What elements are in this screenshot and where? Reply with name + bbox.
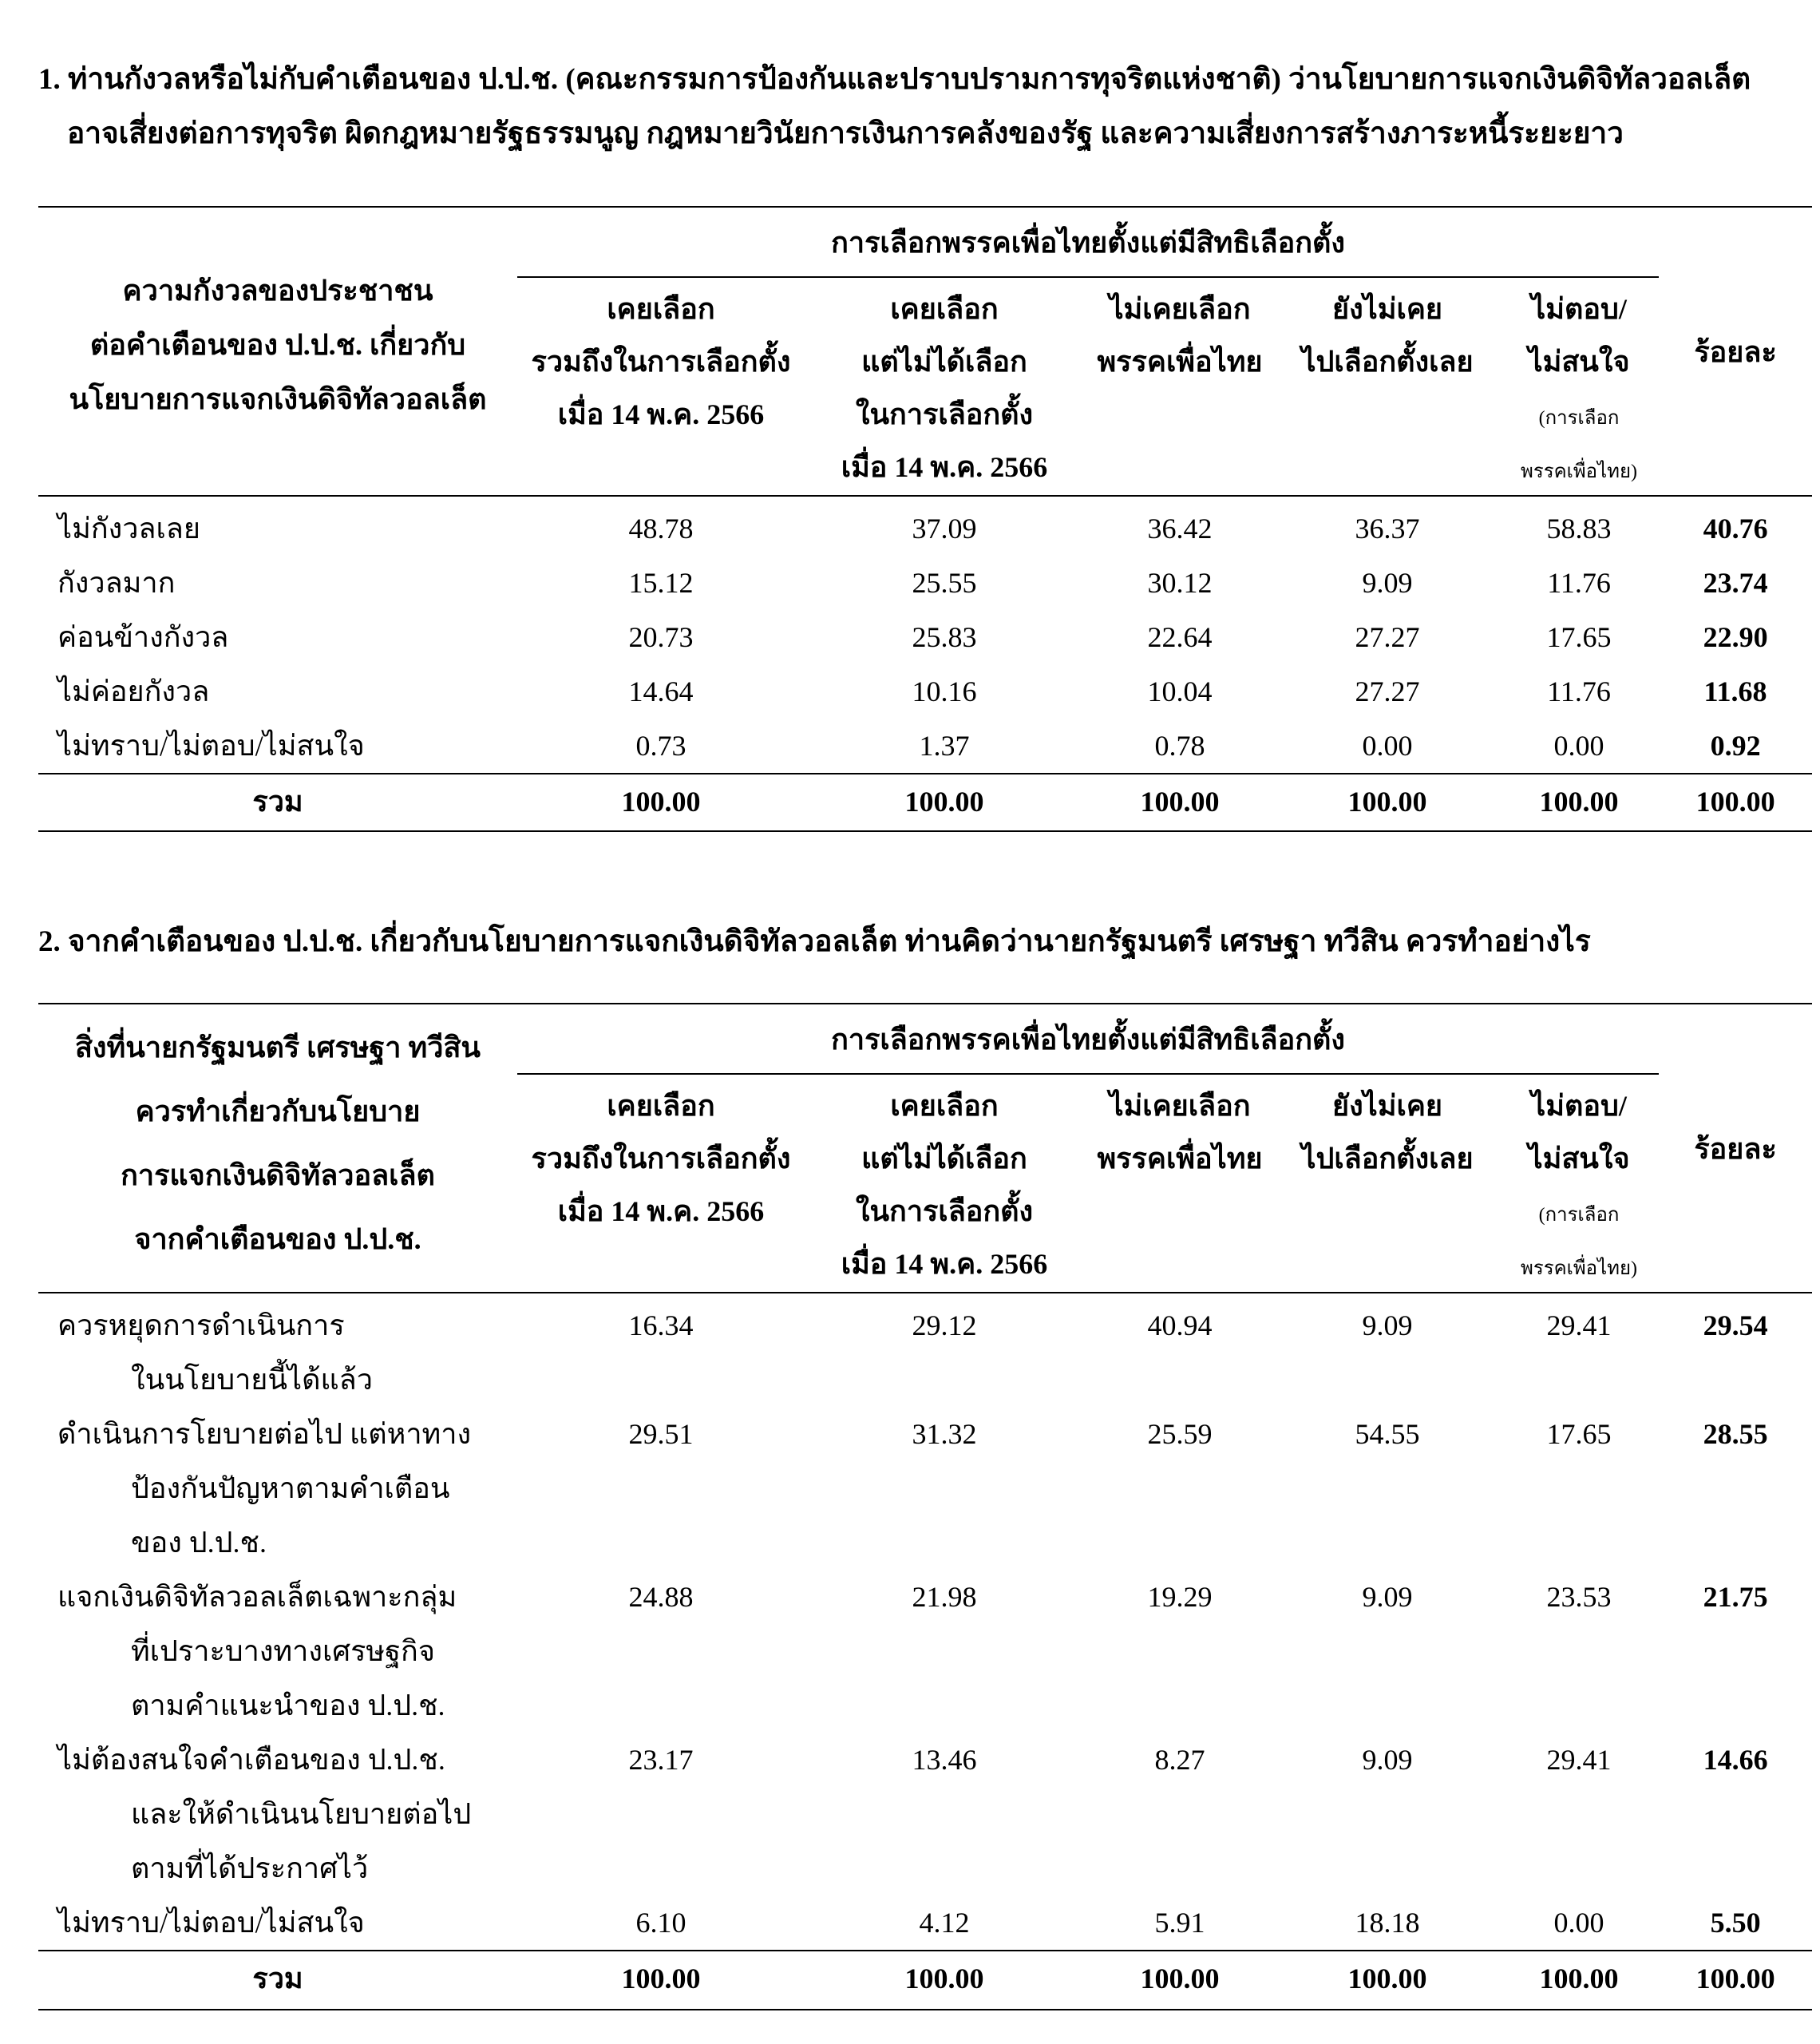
cell-total: 29.54 [1703, 1309, 1768, 1341]
row-label: กังวลมาก [57, 567, 176, 599]
q2-col-header-3: ไม่เคยเลือก พรรคเพื่อไทย [1097, 1090, 1263, 1175]
cell-value: 4.12 [919, 1907, 970, 1939]
row-label: ไม่ค่อยกังวล [57, 675, 210, 707]
cell-value: 10.16 [912, 675, 977, 707]
cell-value: 30.12 [1147, 567, 1213, 599]
cell-value: 37.09 [912, 513, 977, 545]
row-label: แจกเงินดิจิทัลวอลเล็ตเฉพาะกลุ่ม ที่เปราะบางทางเศรษฐกิจ ตามคำแนะนำของ ป.ป.ช. [57, 1581, 457, 1721]
cell-value: 9.09 [1362, 1744, 1413, 1776]
table-row [38, 1293, 1812, 1407]
q1-col-header-3: ไม่เคยเลือก พรรคเพื่อไทย [1097, 293, 1263, 378]
cell-value: 21.98 [912, 1581, 977, 1613]
q2-col-header-1: เคยเลือก รวมถึงในการเลือกตั้ง เมื่อ 14 พ.ค. 2566 [531, 1090, 791, 1227]
cell-value: 36.42 [1147, 513, 1213, 545]
table-row [38, 496, 1812, 556]
cell-value: 14.64 [628, 675, 694, 707]
table-row [38, 1407, 1812, 1570]
q1-percent-header: ร้อยละ [1659, 207, 1812, 496]
cell-value: 9.09 [1362, 567, 1413, 599]
row-label: ควรหยุดการดำเนินการ ในนโยบายนี้ได้แล้ว [57, 1309, 373, 1396]
q1-row-header: ความกังวลของประชาชน ต่อคำเตือนของ ป.ป.ช. เกี่ยวกับ นโยบายการแจกเงินดิจิทัลวอลเล็ต [38, 207, 517, 496]
sum-total: 100.00 [1695, 786, 1775, 818]
cell-value: 36.37 [1355, 513, 1420, 545]
q1-title [38, 53, 1751, 161]
q1-title-line1: 1. ท่านกังวลหรือไม่กับคำเตือนของ ป.ป.ช. (คณะกรรมการป้องกันและปราบปรามการทุจริตแห่งชาติ) ว่านโยบายการแจกเงินดิจิทัลวอลเล็ต [38, 63, 1751, 96]
cell-value: 23.53 [1546, 1581, 1612, 1613]
cell-value: 25.83 [912, 621, 977, 653]
cell-total: 28.55 [1703, 1418, 1768, 1450]
cell-value: 27.27 [1355, 621, 1420, 653]
q2-group-header: การเลือกพรรคเพื่อไทยตั้งแต่มีสิทธิเลือกตั้ง [517, 1004, 1659, 1074]
q2-col-header-5: ไม่ตอบ/ ไม่สนใจ (การเลือก พรรคเพื่อไทย) [1521, 1090, 1638, 1279]
q1-col-header-2: เคยเลือก แต่ไม่ได้เลือก ในการเลือกตั้ง เมื่อ 14 พ.ค. 2566 [841, 293, 1048, 483]
cell-value: 0.73 [635, 730, 686, 762]
row-label: ดำเนินการโยบายต่อไป แต่หาทาง ป้องกันปัญหาตามคำเตือน ของ ป.ป.ช. [57, 1418, 472, 1559]
cell-total: 14.66 [1703, 1744, 1768, 1776]
sum-value: 100.00 [1347, 1963, 1427, 1994]
sum-value: 100.00 [1347, 786, 1427, 818]
sum-value: 100.00 [621, 786, 701, 818]
cell-value: 17.65 [1546, 621, 1612, 653]
sum-total: 100.00 [1695, 1963, 1775, 1994]
cell-value: 25.59 [1147, 1418, 1213, 1450]
cell-value: 8.27 [1154, 1744, 1205, 1776]
cell-total: 11.68 [1703, 675, 1767, 707]
cell-value: 0.78 [1154, 730, 1205, 762]
cell-total: 5.50 [1710, 1907, 1761, 1939]
sum-label: รวม [252, 1963, 303, 1994]
table-row [38, 610, 1812, 664]
cell-total: 22.90 [1703, 621, 1768, 653]
row-label: ไม่ต้องสนใจคำเตือนของ ป.ป.ช. และให้ดำเนินนโยบายต่อไป ตามที่ได้ประกาศไว้ [57, 1744, 472, 1884]
q2-percent-header: ร้อยละ [1659, 1004, 1812, 1293]
q1-title-line2: อาจเสี่ยงต่อการทุจริต ผิดกฎหมายรัฐธรรมนูญ กฎหมายวินัยการเงินการคลังของรัฐ และความเสี่ยงการสร้างภาระหนี้ระยะยาว [67, 117, 1624, 150]
sum-row [38, 1951, 1812, 2010]
cell-total: 0.92 [1710, 730, 1761, 762]
cell-value: 16.34 [628, 1309, 694, 1341]
cell-total: 23.74 [1703, 567, 1768, 599]
q2-title-line1: 2. จากคำเตือนของ ป.ป.ช. เกี่ยวกับนโยบายการแจกเงินดิจิทัลวอลเล็ต ท่านคิดว่านายกรัฐมนตรี เศรษฐา ทวีสิน ควรทำอย่างไร [38, 925, 1591, 958]
cell-value: 58.83 [1546, 513, 1612, 545]
row-label: ไม่ทราบ/ไม่ตอบ/ไม่สนใจ [57, 1907, 365, 1939]
sum-row [38, 774, 1812, 831]
cell-value: 11.76 [1547, 567, 1611, 599]
row-label: ไม่ทราบ/ไม่ตอบ/ไม่สนใจ [57, 730, 365, 762]
sum-value: 100.00 [621, 1963, 701, 1994]
cell-value: 0.00 [1553, 730, 1604, 762]
cell-value: 40.94 [1147, 1309, 1213, 1341]
cell-value: 13.46 [912, 1744, 977, 1776]
cell-value: 0.00 [1553, 1907, 1604, 1939]
q2-col-header-2: เคยเลือก แต่ไม่ได้เลือก ในการเลือกตั้ง เมื่อ 14 พ.ค. 2566 [841, 1090, 1048, 1280]
q1-col-header-4: ยังไม่เคย ไปเลือกตั้งเลย [1301, 293, 1474, 378]
cell-total: 21.75 [1703, 1581, 1768, 1613]
table-row [38, 1570, 1812, 1733]
cell-value: 31.32 [912, 1418, 977, 1450]
cell-value: 6.10 [635, 1907, 686, 1939]
q2-table [38, 1003, 1812, 2010]
row-label: ค่อนข้างกังวล [57, 621, 229, 653]
table-row [38, 556, 1812, 610]
cell-value: 29.41 [1546, 1744, 1612, 1776]
sum-value: 100.00 [904, 786, 984, 818]
table-row [38, 1895, 1812, 1951]
table-row [38, 1733, 1812, 1895]
cell-value: 0.00 [1362, 730, 1413, 762]
cell-total: 40.76 [1703, 513, 1768, 545]
table-row [38, 664, 1812, 719]
cell-value: 5.91 [1154, 1907, 1205, 1939]
cell-value: 23.17 [628, 1744, 694, 1776]
q1-col-header-5: ไม่ตอบ/ ไม่สนใจ (การเลือก พรรคเพื่อไทย) [1521, 293, 1638, 482]
cell-value: 48.78 [628, 513, 694, 545]
sum-value: 100.00 [1539, 786, 1619, 818]
cell-value: 29.41 [1546, 1309, 1612, 1341]
q1-group-header: การเลือกพรรคเพื่อไทยตั้งแต่มีสิทธิเลือกตั้ง [517, 207, 1659, 277]
cell-value: 24.88 [628, 1581, 694, 1613]
cell-value: 15.12 [628, 567, 694, 599]
cell-value: 1.37 [919, 730, 970, 762]
sum-value: 100.00 [904, 1963, 984, 1994]
cell-value: 22.64 [1147, 621, 1213, 653]
cell-value: 29.51 [628, 1418, 694, 1450]
sum-value: 100.00 [1140, 786, 1220, 818]
cell-value: 18.18 [1355, 1907, 1420, 1939]
sum-value: 100.00 [1539, 1963, 1619, 1994]
q2-col-header-4: ยังไม่เคย ไปเลือกตั้งเลย [1301, 1090, 1474, 1175]
cell-value: 29.12 [912, 1309, 977, 1341]
row-label: ไม่กังวลเลย [57, 513, 200, 545]
q2-row-header: สิ่งที่นายกรัฐมนตรี เศรษฐา ทวีสิน ควรทำเกี่ยวกับนโยบาย การแจกเงินดิจิทัลวอลเล็ต จากคำเตือนของ ป.ป.ช. [38, 1004, 517, 1293]
q2-title [38, 915, 1591, 969]
sum-label: รวม [252, 786, 303, 818]
cell-value: 20.73 [628, 621, 694, 653]
q1-col-header-1: เคยเลือก รวมถึงในการเลือกตั้ง เมื่อ 14 พ.ค. 2566 [531, 293, 791, 430]
cell-value: 9.09 [1362, 1309, 1413, 1341]
cell-value: 19.29 [1147, 1581, 1213, 1613]
sum-value: 100.00 [1140, 1963, 1220, 1994]
table-row [38, 719, 1812, 774]
cell-value: 9.09 [1362, 1581, 1413, 1613]
q1-table [38, 206, 1812, 832]
cell-value: 10.04 [1147, 675, 1213, 707]
cell-value: 27.27 [1355, 675, 1420, 707]
cell-value: 11.76 [1547, 675, 1611, 707]
cell-value: 54.55 [1355, 1418, 1420, 1450]
cell-value: 17.65 [1546, 1418, 1612, 1450]
cell-value: 25.55 [912, 567, 977, 599]
